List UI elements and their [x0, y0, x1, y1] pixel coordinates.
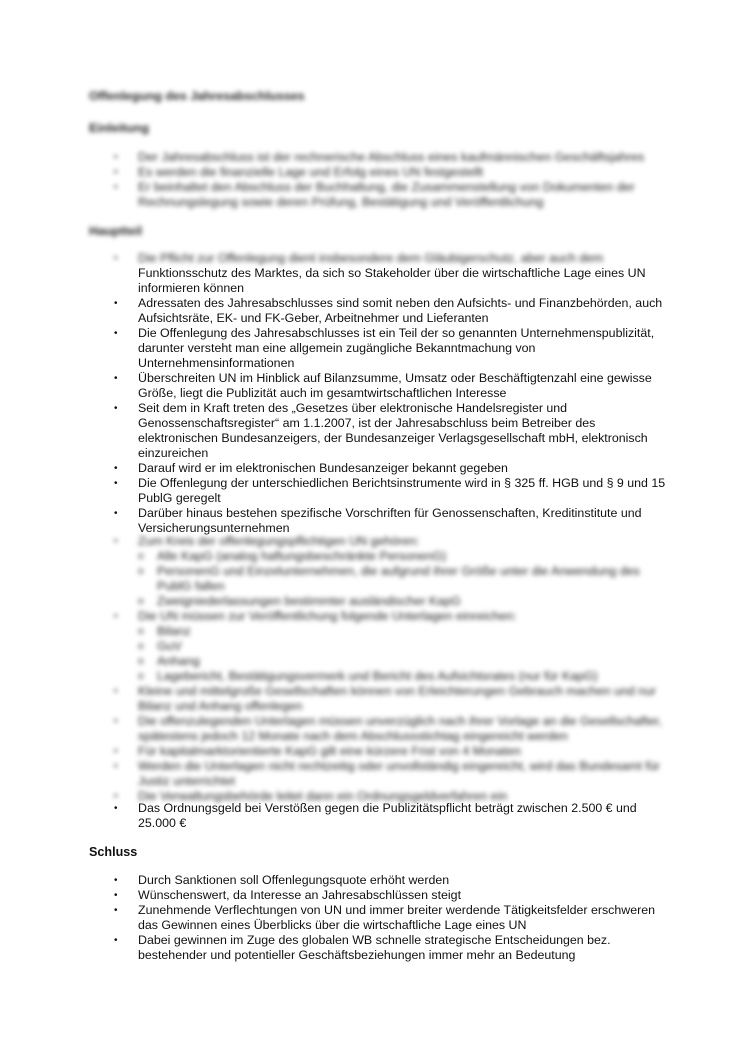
- hauptteil-list: [114, 266, 668, 536]
- list-item: • Werden die Unterlagen nicht rechtzeitig oder unvollständig eingereicht, wird das Bundesamt für Justiz unterrichtet: [114, 759, 660, 788]
- heading-einleitung: Einleitung: [89, 121, 149, 135]
- list-item: • Darauf wird er im elektronischen Bundesanzeiger bekannt gegeben: [114, 461, 508, 475]
- list-item: • Er beinhaltet den Abschluss der Buchhaltung, die Zusammenstellung von Dokumenten der Rechnungslegung sowie deren Prüfung, Bestätigung und Veröffentlichung: [114, 180, 635, 209]
- bullet-icon: •: [114, 611, 118, 622]
- bullet-icon: •: [114, 746, 118, 757]
- hauptteil-last-item: [114, 801, 668, 831]
- bullet-icon: •: [114, 167, 118, 178]
- list-item: • Dabei gewinnen im Zuge des globalen WB schnelle strategische Entscheidungen bez. bestehender und potentieller Geschäftsbeziehungen immer mehr an Bedeutung: [114, 933, 611, 962]
- list-item: • Die Verwaltungsbehörde leitet dann ein Ordnungsgeldverfahren ein: [114, 789, 508, 803]
- list-item: • Die offenzulegenden Unterlagen müssen unverzüglich nach ihrer Vorlage an die Gesellschafter, spätestens jedoch 12 Monate nach dem Abschlussstichtag eingereicht werden: [114, 714, 662, 743]
- bullet-icon: •: [114, 152, 118, 163]
- bullet-icon: •: [114, 403, 118, 414]
- bullet-icon: •: [114, 508, 118, 519]
- list-item: • Der Jahresabschluss ist der rechnerische Abschluss eines kaufmännischen Geschäftsjahres: [114, 150, 645, 164]
- bullet-icon: •: [114, 463, 118, 474]
- circle-bullet-icon: o: [138, 596, 144, 607]
- list-item: • Zum Kreis der offenlegungspflichtigen UN gehören: o Alle KapG (analog haftungsbeschränkte PersonenG) o PersonenG und Einzelunternehmen, die aufgrund ihrer Größe unter die Anwendung des PublG fallen o Zweigniederlassungen bestimmter ausländischer KapG: [114, 534, 668, 609]
- sub-list-item: o Anhang: [138, 654, 200, 668]
- list-item: • Seit dem in Kraft treten des „Gesetzes über elektronische Handelsregister und Genossenschaftsregister“ am 1.1.2007, ist der Jahresabschluss beim Betreiber des elektronischen Bundesanzeigers, der Bundesanzeiger Verlagsgesellschaft mbH, elektronisch einzureichen: [114, 401, 648, 460]
- list-item-continuation: Funktionsschutz des Marktes, da sich so Stakeholder über die wirtschaftliche Lage eines UN informieren können: [138, 266, 646, 295]
- bullet-icon: •: [114, 935, 118, 946]
- sub-list-item: o Bilanz: [138, 624, 191, 638]
- bullet-icon: •: [114, 328, 118, 339]
- sub-list-item: o PersonenG und Einzelunternehmen, die aufgrund ihrer Größe unter die Anwendung des PublG fallen: [138, 564, 640, 593]
- list-item: • Für kapitalmarktorientierte KapG gilt eine kürzere Frist von 4 Monaten: [114, 744, 521, 758]
- bullet-icon: •: [114, 373, 118, 384]
- bullet-icon: •: [114, 253, 118, 264]
- list-item: • Zunehmende Verflechtungen von UN und immer breiter werdende Tätigkeitsfelder erschweren das Gewinnen eines Überblicks über die wirtschaftliche Lage eines UN: [114, 903, 656, 932]
- heading-schluss: Schluss: [89, 845, 138, 859]
- bullet-icon: •: [114, 875, 118, 886]
- list-item: • Die Offenlegung der unterschiedlichen Berichtsinstrumente wird in § 325 ff. HGB und § 9 und 15 PublG geregelt: [114, 476, 666, 505]
- sub-list: [138, 624, 668, 684]
- list-item: • Wünschenswert, da Interesse an Jahresabschlüssen steigt: [114, 888, 462, 902]
- list-item: • Es werden die finanzielle Lage und Erfolg eines UN festgestellt: [114, 165, 484, 179]
- document-title: Offenlegung des Jahresabschlusses: [89, 89, 305, 103]
- list-item: • Darüber hinaus bestehen spezifische Vorschriften für Genossenschaften, Kreditinstitute und Versicherungsunternehmen: [114, 506, 642, 535]
- circle-bullet-icon: o: [138, 551, 144, 562]
- sub-list-item: o Alle KapG (analog haftungsbeschränkte PersonenG): [138, 549, 447, 563]
- bullet-icon: •: [114, 686, 118, 697]
- list-item: • Adressaten des Jahresabschlusses sind somit neben den Aufsichts- und Finanzbehörden, auch Aufsichtsräte, EK- und FK-Geber, Arbeitnehmer und Lieferanten: [114, 296, 663, 325]
- circle-bullet-icon: o: [138, 626, 144, 637]
- heading-hauptteil: Hauptteil: [89, 224, 143, 238]
- bullet-icon: •: [114, 536, 118, 547]
- bullet-icon: •: [114, 803, 118, 814]
- list-item: • Überschreiten UN im Hinblick auf Bilanzsumme, Umsatz oder Beschäftigtenzahl eine gewisse Größe, liegt die Publizität auch im gesamtwirtschaftlichen Interesse: [114, 371, 652, 400]
- list-item: • Das Ordnungsgeld bei Verstößen gegen die Publizitätspflicht beträgt zwischen 2.500 € und 25.000 €: [114, 801, 637, 830]
- schluss-list: [114, 873, 668, 963]
- list-item: • Die Pflicht zur Offenlegung dient insbesondere dem Gläubigerschutz, aber auch dem: [114, 251, 604, 265]
- bullet-icon: •: [114, 905, 118, 916]
- circle-bullet-icon: o: [138, 671, 144, 682]
- bullet-icon: •: [114, 182, 118, 193]
- bullet-icon: •: [114, 791, 118, 802]
- sub-list-item: o GuV: [138, 639, 182, 653]
- circle-bullet-icon: o: [138, 641, 144, 652]
- list-item: • Die Offenlegung des Jahresabschlusses ist ein Teil der so genannten Unternehmenspublizität, darunter versteht man eine allgemein zugängliche Bekanntmachung von Unternehmensinformationen: [114, 326, 655, 370]
- hauptteil-first-item-blurred: [114, 251, 668, 266]
- bullet-icon: •: [114, 890, 118, 901]
- bullet-icon: •: [114, 716, 118, 727]
- bullet-icon: •: [114, 298, 118, 309]
- sub-list-item: o Lagebericht, Bestätigungsvermerk und Bericht des Aufsichtsrates (nur für KapG): [138, 669, 598, 683]
- list-item: • Durch Sanktionen soll Offenlegungsquote erhöht werden: [114, 873, 450, 887]
- list-item: • Kleine und mittelgroße Gesellschaften können von Erleichterungen Gebrauch machen und nur Bilanz und Anhang offenlegen: [114, 684, 656, 713]
- einleitung-list: [114, 150, 668, 210]
- sub-list-item: o Zweigniederlassungen bestimmter ausländischer KapG: [138, 594, 461, 608]
- circle-bullet-icon: o: [138, 566, 144, 577]
- list-item: • Die UN müssen zur Veröffentlichung folgende Unterlagen einreichen: o Bilanz o GuV o Anhang o Lagebericht, Bestätigungsvermerk und Bericht des Aufsichtsrates (nur für KapG): [114, 609, 668, 684]
- circle-bullet-icon: o: [138, 656, 144, 667]
- sub-list: [138, 549, 668, 609]
- hauptteil-blurred-list: [114, 534, 668, 804]
- bullet-icon: •: [114, 478, 118, 489]
- bullet-icon: •: [114, 761, 118, 772]
